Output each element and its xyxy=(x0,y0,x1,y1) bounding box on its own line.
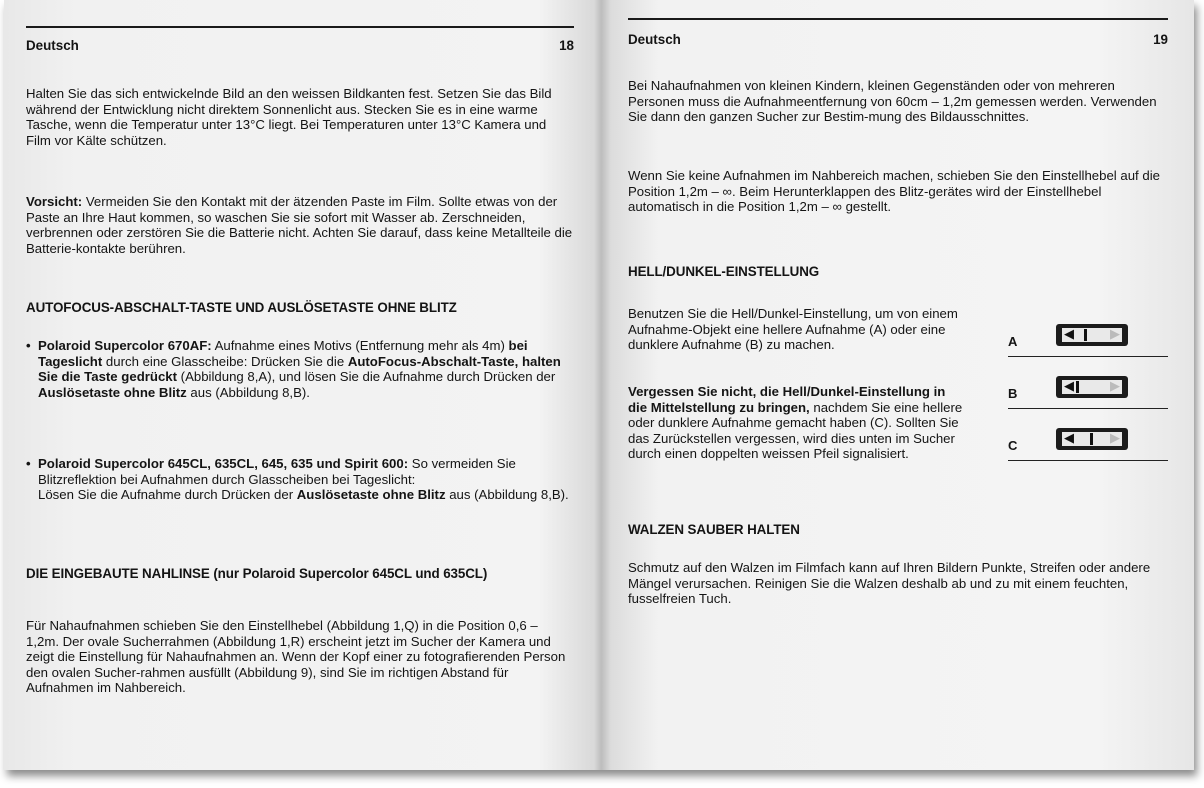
page-number: 19 xyxy=(1153,32,1168,47)
heading-clean-rollers: WALZEN SAUBER HALTEN xyxy=(628,522,800,537)
list-item-645cl: • Polaroid Supercolor 645CL, 635CL, 645, 635 und Spirit 600: So vermeiden Sie Blitzreflektion bei Aufnahmen durch Glasscheiben bei Tageslicht: Lösen Sie die Aufnahme durch Drücken der Auslösetaste ohne Blitz aus (Abbildung 8,B). xyxy=(26,456,569,503)
light-dark-dial xyxy=(1056,376,1128,398)
heading-close-up-lens: DIE EINGEBAUTE NAHLINSE (nur Polaroid Supercolor 645CL und 635CL) xyxy=(26,566,488,581)
paragraph-caution xyxy=(26,194,574,256)
heading-light-dark: HELL/DUNKEL-EINSTELLUNG xyxy=(628,264,820,279)
paragraph-development: Halten Sie das sich entwickelnde Bild an den weissen Bildkanten fest. Setzen Sie das Bild während der Entwicklung nicht direktem Sonnenlicht aus. Stecken Sie es in eine warme Tasche, wenn die Temperatur unter 13°C liegt. Bei Temperaturen unter 13°C Kamera und Film vor Kälte schützen. xyxy=(26,86,552,148)
dial-diagram-c xyxy=(1008,424,1168,464)
heading-autofocus: AUTOFOCUS-ABSCHALT-TASTE UND AUSLÖSETASTE OHNE BLITZ xyxy=(26,300,457,315)
slider-mark-icon xyxy=(1084,329,1087,341)
arrow-left-icon: ◀ xyxy=(1064,326,1074,341)
open-manual-book xyxy=(4,0,1194,770)
dial-label: A xyxy=(1008,334,1018,349)
right-page xyxy=(628,0,1168,770)
dial-diagram-a xyxy=(1008,320,1168,360)
reset-warning-text: nachdem Sie eine hellere oder dunklere Aufnahme gemacht haben (C). Sollten Sie das Zurückstellen vergessen, wird dies unten im Sucher durch einen doppelten weissen Pfeil signalisiert. xyxy=(628,399,963,462)
arrow-right-icon: ▶ xyxy=(1110,430,1120,445)
arrow-right-icon: ▶ xyxy=(1110,326,1120,341)
page-header-language: Deutsch xyxy=(628,32,681,47)
header-rule xyxy=(628,18,1168,20)
dial-window xyxy=(1062,380,1122,394)
arrow-right-icon: ▶ xyxy=(1110,378,1120,393)
bullet-dot: • xyxy=(26,456,31,471)
page-number: 18 xyxy=(559,38,574,53)
header-rule xyxy=(26,26,574,28)
paragraph-close-up-distance: Bei Nahaufnahmen von kleinen Kindern, kleinen Gegenständen oder von mehreren Personen muss die Aufnahmeentfernung von 60cm – 1,2m gemessen werden. Verwenden Sie dann den ganzen Sucher zur Bestim-mung des Bildausschnittes. xyxy=(628,78,1157,125)
dial-diagram-b xyxy=(1008,372,1168,412)
slider-mark-icon xyxy=(1076,381,1079,393)
light-dark-dial xyxy=(1056,324,1128,346)
diagram-rule xyxy=(1008,460,1168,461)
light-dark-dial xyxy=(1056,428,1128,450)
arrow-left-icon: ◀ xyxy=(1064,430,1074,445)
paragraph-reset-warning xyxy=(628,384,968,462)
dial-window xyxy=(1062,328,1122,342)
list-item-670af: • Polaroid Supercolor 670AF: Aufnahme eines Motivs (Entfernung mehr als 4m) bei Tageslicht durch eine Glasscheibe: Drücken Sie die AutoFocus-Abschalt-Taste, halten Sie die Taste gedrückt (Abbildung 8,A), und lösen Sie die Aufnahme durch Drücken der Auslösetaste ohne Blitz aus (Abbildung 8,B). xyxy=(26,338,561,400)
reset-warning-bold: Vergessen Sie nicht, die Hell/Dunkel-Einstellung in die Mittelstellung zu bringen, xyxy=(628,384,946,415)
page-header-language: Deutsch xyxy=(26,38,79,53)
paragraph-clean-rollers: Schmutz auf den Walzen im Filmfach kann auf Ihren Bildern Punkte, Streifen oder andere Mängel verursachen. Reinigen Sie die Walzen deshalb ab und zu mit einem feuchten, fusselfreien Tuch. xyxy=(628,560,1151,607)
caution-label: Vorsicht: xyxy=(26,194,83,209)
slider-mark-icon xyxy=(1090,433,1093,445)
arrow-left-icon: ◀ xyxy=(1064,378,1074,393)
dial-label: C xyxy=(1008,438,1018,453)
caution-text: Vermeiden Sie den Kontakt mit der ätzenden Paste im Film. Sollte etwas von der Paste an Ihre Haut kommen, so waschen Sie sie sofort mit Wasser ab. Zerschneiden, verbrennen oder zerstören Sie die Batterie nicht. Achten Sie darauf, dass keine Metallteile die Batterie-kontakte berühren. xyxy=(26,194,573,256)
dial-window xyxy=(1062,432,1122,446)
diagram-rule xyxy=(1008,408,1168,409)
paragraph-close-up-lens: Für Nahaufnahmen schieben Sie den Einstellhebel (Abbildung 1,Q) in die Position 0,6 – 1,2m. Der ovale Sucherrahmen (Abbildung 1,R) erscheint jetzt im Sucher der Kamera und zeigt die Einstellung für Nahaufnahmen an. Wenn der Kopf einer zu fotografierenden Person den ovalen Sucher-rahmen ausfüllt (Abbildung 9), sind Sie im richtigen Abstand für Aufnahmen im Nahbereich. xyxy=(26,618,566,696)
left-page xyxy=(26,0,574,770)
page-header xyxy=(26,38,574,54)
bullet-dot: • xyxy=(26,338,31,353)
page-header xyxy=(628,32,1168,48)
paragraph-lever-position: Wenn Sie keine Aufnahmen im Nahbereich machen, schieben Sie den Einstellhebel auf die Position 1,2m – ∞. Beim Herunterklappen des Blitz-gerätes wird der Einstellhebel automatisch in die Position 1,2m – ∞ gestellt. xyxy=(628,168,1160,215)
diagram-rule xyxy=(1008,356,1168,357)
paragraph-light-dark: Benutzen Sie die Hell/Dunkel-Einstellung, um von einem Aufnahme-Objekt eine hellere Aufnahme (A) oder eine dunklere Aufnahme (B) zu machen. xyxy=(628,306,958,353)
dial-label: B xyxy=(1008,386,1018,401)
